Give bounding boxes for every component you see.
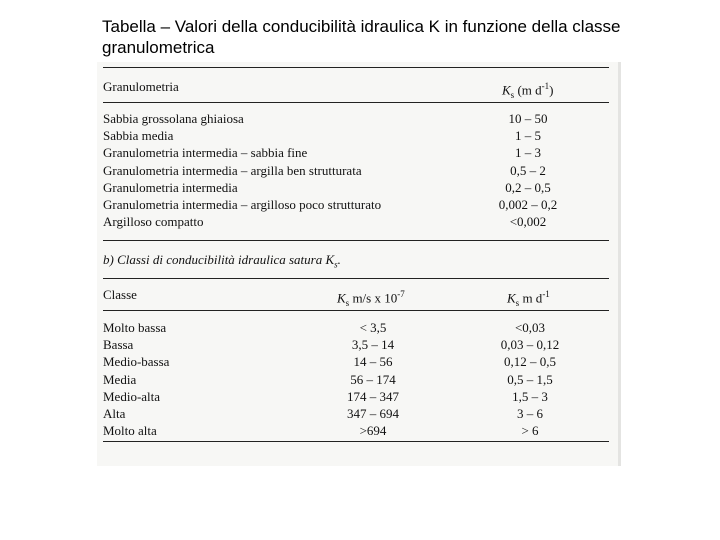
- conductivity-class-name: Molto bassa: [103, 320, 167, 335]
- ks-ms-value: < 3,5: [359, 320, 387, 335]
- ks-ms-value: >694: [359, 423, 387, 439]
- granulometry-class-name: Granulometria intermedia – sabbia fine: [103, 145, 308, 161]
- slide-title: Tabella – Valori della conducibilità idraulica K in funzione della classe granulometrica: [102, 17, 621, 57]
- table-b-top-rule: [103, 278, 609, 279]
- granulometry-class-name: Sabbia media: [103, 128, 174, 144]
- scanned-table-image: [97, 62, 621, 466]
- ks-md-value: 0,03 – 0,12: [500, 337, 560, 353]
- table-a-row: [97, 127, 621, 144]
- ks-value: <0,002: [509, 214, 547, 230]
- table-b-row: [97, 319, 621, 336]
- table-a-row: [97, 213, 621, 230]
- conductivity-class-name: Alta: [103, 406, 126, 421]
- table-b-row: [97, 405, 621, 422]
- conductivity-class-name: Media: [103, 371, 137, 387]
- ks-value: 0,5 – 2: [510, 162, 546, 178]
- table-a-header-granulometria: Granulometria: [103, 79, 179, 94]
- ks-ms-value: 14 – 56: [353, 354, 393, 370]
- table-b-header-ks-md: $K_s$ m $d^{-1}$: [507, 289, 550, 308]
- ks-ms-value: 347 – 694: [347, 406, 399, 421]
- ks-value: 10 – 50: [508, 111, 548, 126]
- ks-md-value: <0,03: [514, 320, 546, 335]
- table-a-row: [97, 179, 621, 196]
- table-b-title: b) Classi di conducibilità idraulica satura $K_s$.: [103, 252, 341, 270]
- ks-md-value: 0,12 – 0,5: [504, 354, 556, 370]
- granulometry-class-name: Granulometria intermedia: [103, 179, 238, 195]
- table-a-top-rule: [103, 67, 609, 68]
- granulometry-class-name: Granulometria intermedia – argilloso poco strutturato: [103, 197, 382, 212]
- ks-md-value: > 6: [521, 423, 539, 439]
- conductivity-class-name: Bassa: [103, 337, 134, 353]
- ks-ms-value: 174 – 347: [347, 388, 399, 404]
- ks-md-value: 0,5 – 1,5: [507, 371, 553, 387]
- table-a-row: [97, 144, 621, 161]
- granulometry-class-name: Argilloso compatto: [103, 214, 204, 230]
- table-b-row: [97, 422, 621, 439]
- table-b-header-classe: Classe: [103, 287, 137, 302]
- table-b-row: [97, 371, 621, 388]
- table-a-header-rule: [103, 102, 609, 103]
- ks-ms-value: 56 – 174: [350, 371, 396, 387]
- ks-value: 0,002 – 0,2: [498, 197, 558, 212]
- table-b-row: [97, 336, 621, 353]
- table-b-header-rule: [103, 310, 609, 311]
- granulometry-class-name: Granulometria intermedia – argilla ben strutturata: [103, 162, 362, 178]
- table-a-row: [97, 110, 621, 127]
- table-b-row: [97, 388, 621, 405]
- ks-value: 1 – 5: [515, 128, 541, 144]
- ks-md-value: 3 – 6: [517, 406, 543, 421]
- granulometry-class-name: Sabbia grossolana ghiaiosa: [103, 111, 244, 126]
- ks-ms-value: 3,5 – 14: [351, 337, 395, 353]
- table-b-row: [97, 353, 621, 370]
- table-a-header-ks: $K_s$ (m $d^{-1}$): [502, 81, 554, 100]
- conductivity-class-name: Medio-alta: [103, 388, 161, 404]
- table-b-bottom-rule: [103, 441, 609, 442]
- ks-value: 1 – 3: [515, 145, 541, 161]
- conductivity-class-name: Medio-bassa: [103, 354, 170, 370]
- table-b-header-ks-ms: $K_s$ m/s x $10^{-7}$: [337, 289, 405, 308]
- table-a-row: [97, 162, 621, 179]
- table-a-bottom-rule: [103, 240, 609, 241]
- ks-md-value: 1,5 – 3: [512, 388, 548, 404]
- ks-value: 0,2 – 0,5: [505, 179, 551, 195]
- conductivity-class-name: Molto alta: [103, 423, 157, 439]
- table-a-row: [97, 196, 621, 213]
